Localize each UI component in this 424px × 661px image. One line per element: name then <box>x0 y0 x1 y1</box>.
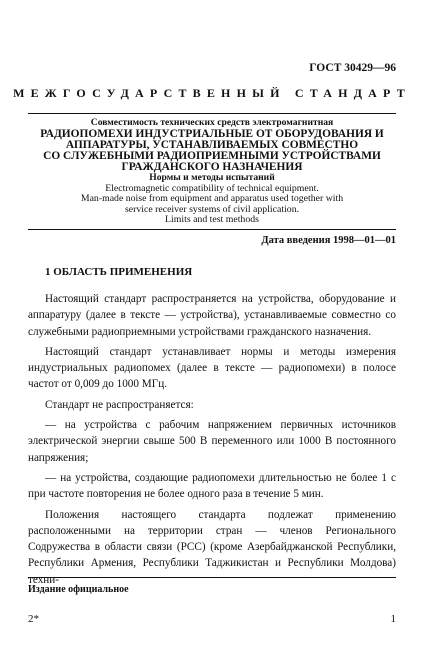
paragraph: Настоящий стандарт устанавливает нормы и методы измерения индустриальных радиопомех (далее в тексте — радиопомехи) в полосе частот от 0,009 до 1000 МГц. <box>28 345 396 391</box>
paragraph: Положения настоящего стандарта подлежат применению расположенными на территории стран — членов Регионального Содружества в области связи (РСС) (кроме Азербайджанской Республики, Республики Армения, Республики Таджикистан и Республики Молдова) техни- <box>28 508 396 586</box>
title-norms: Нормы и методы испытаний <box>149 172 275 184</box>
paragraph: — на устройства, создающие радиопомехи длительностью не более 1 с при частоте повторения не более одного раза в течение 5 мин. <box>28 471 396 501</box>
introduction-date: Дата введения 1998—01—01 <box>261 235 396 246</box>
section-heading: 1 ОБЛАСТЬ ПРИМЕНЕНИЯ <box>45 266 193 278</box>
title-main-line: АППАРАТУРЫ, УСТАНАВЛИВАЕМЫХ СОВМЕСТНО <box>65 138 359 151</box>
top-rule <box>28 113 396 114</box>
standard-number: ГОСТ 30429—96 <box>309 62 396 74</box>
interstate-standard-heading: МЕЖГОСУДАРСТВЕННЫЙ СТАНДАРТ <box>13 86 411 100</box>
title-english-line: Man-made noise from equipment and apparatus used together with <box>80 193 344 205</box>
title-main-line: РАДИОПОМЕХИ ИНДУСТРИАЛЬНЫЕ ОТ ОБОРУДОВАНИЯ И <box>40 127 384 140</box>
footer-rule <box>28 577 396 578</box>
middle-rule <box>28 229 396 230</box>
title-block <box>28 118 396 226</box>
paragraph: Стандарт не распространяется: <box>45 398 194 411</box>
title-english-line: Limits and test methods <box>165 214 259 226</box>
title-english-line: service receiver systems of civil application. <box>124 203 300 215</box>
title-english-line: Electromagnetic compatibility of technical equipment. <box>105 183 319 194</box>
paragraph: — на устройства с рабочим напряжением первичных источников электрической энергии свыше 500 В переменного или 1000 В постоянного напряжения; <box>28 419 396 464</box>
title-subtitle: Совместимость технических средств электромагнитная <box>90 117 334 128</box>
body-text <box>28 291 396 592</box>
title-main-line: СО СЛУЖЕБНЫМИ РАДИОПРИЕМНЫМИ УСТРОЙСТВАМИ <box>43 150 381 162</box>
paragraph: Настоящий стандарт распространяется на устройства, оборудование и аппаратуру (далее в тексте — устройства), устанавливаемые совместно со служебными радиоприемными устройствами гражданского назначения. <box>28 293 396 338</box>
title-main-line: ГРАЖДАНСКОГО НАЗНАЧЕНИЯ <box>121 161 303 174</box>
signature-mark: 2* <box>28 613 39 625</box>
page-number: 1 <box>390 613 396 625</box>
official-edition-label: Издание официальное <box>28 584 129 595</box>
